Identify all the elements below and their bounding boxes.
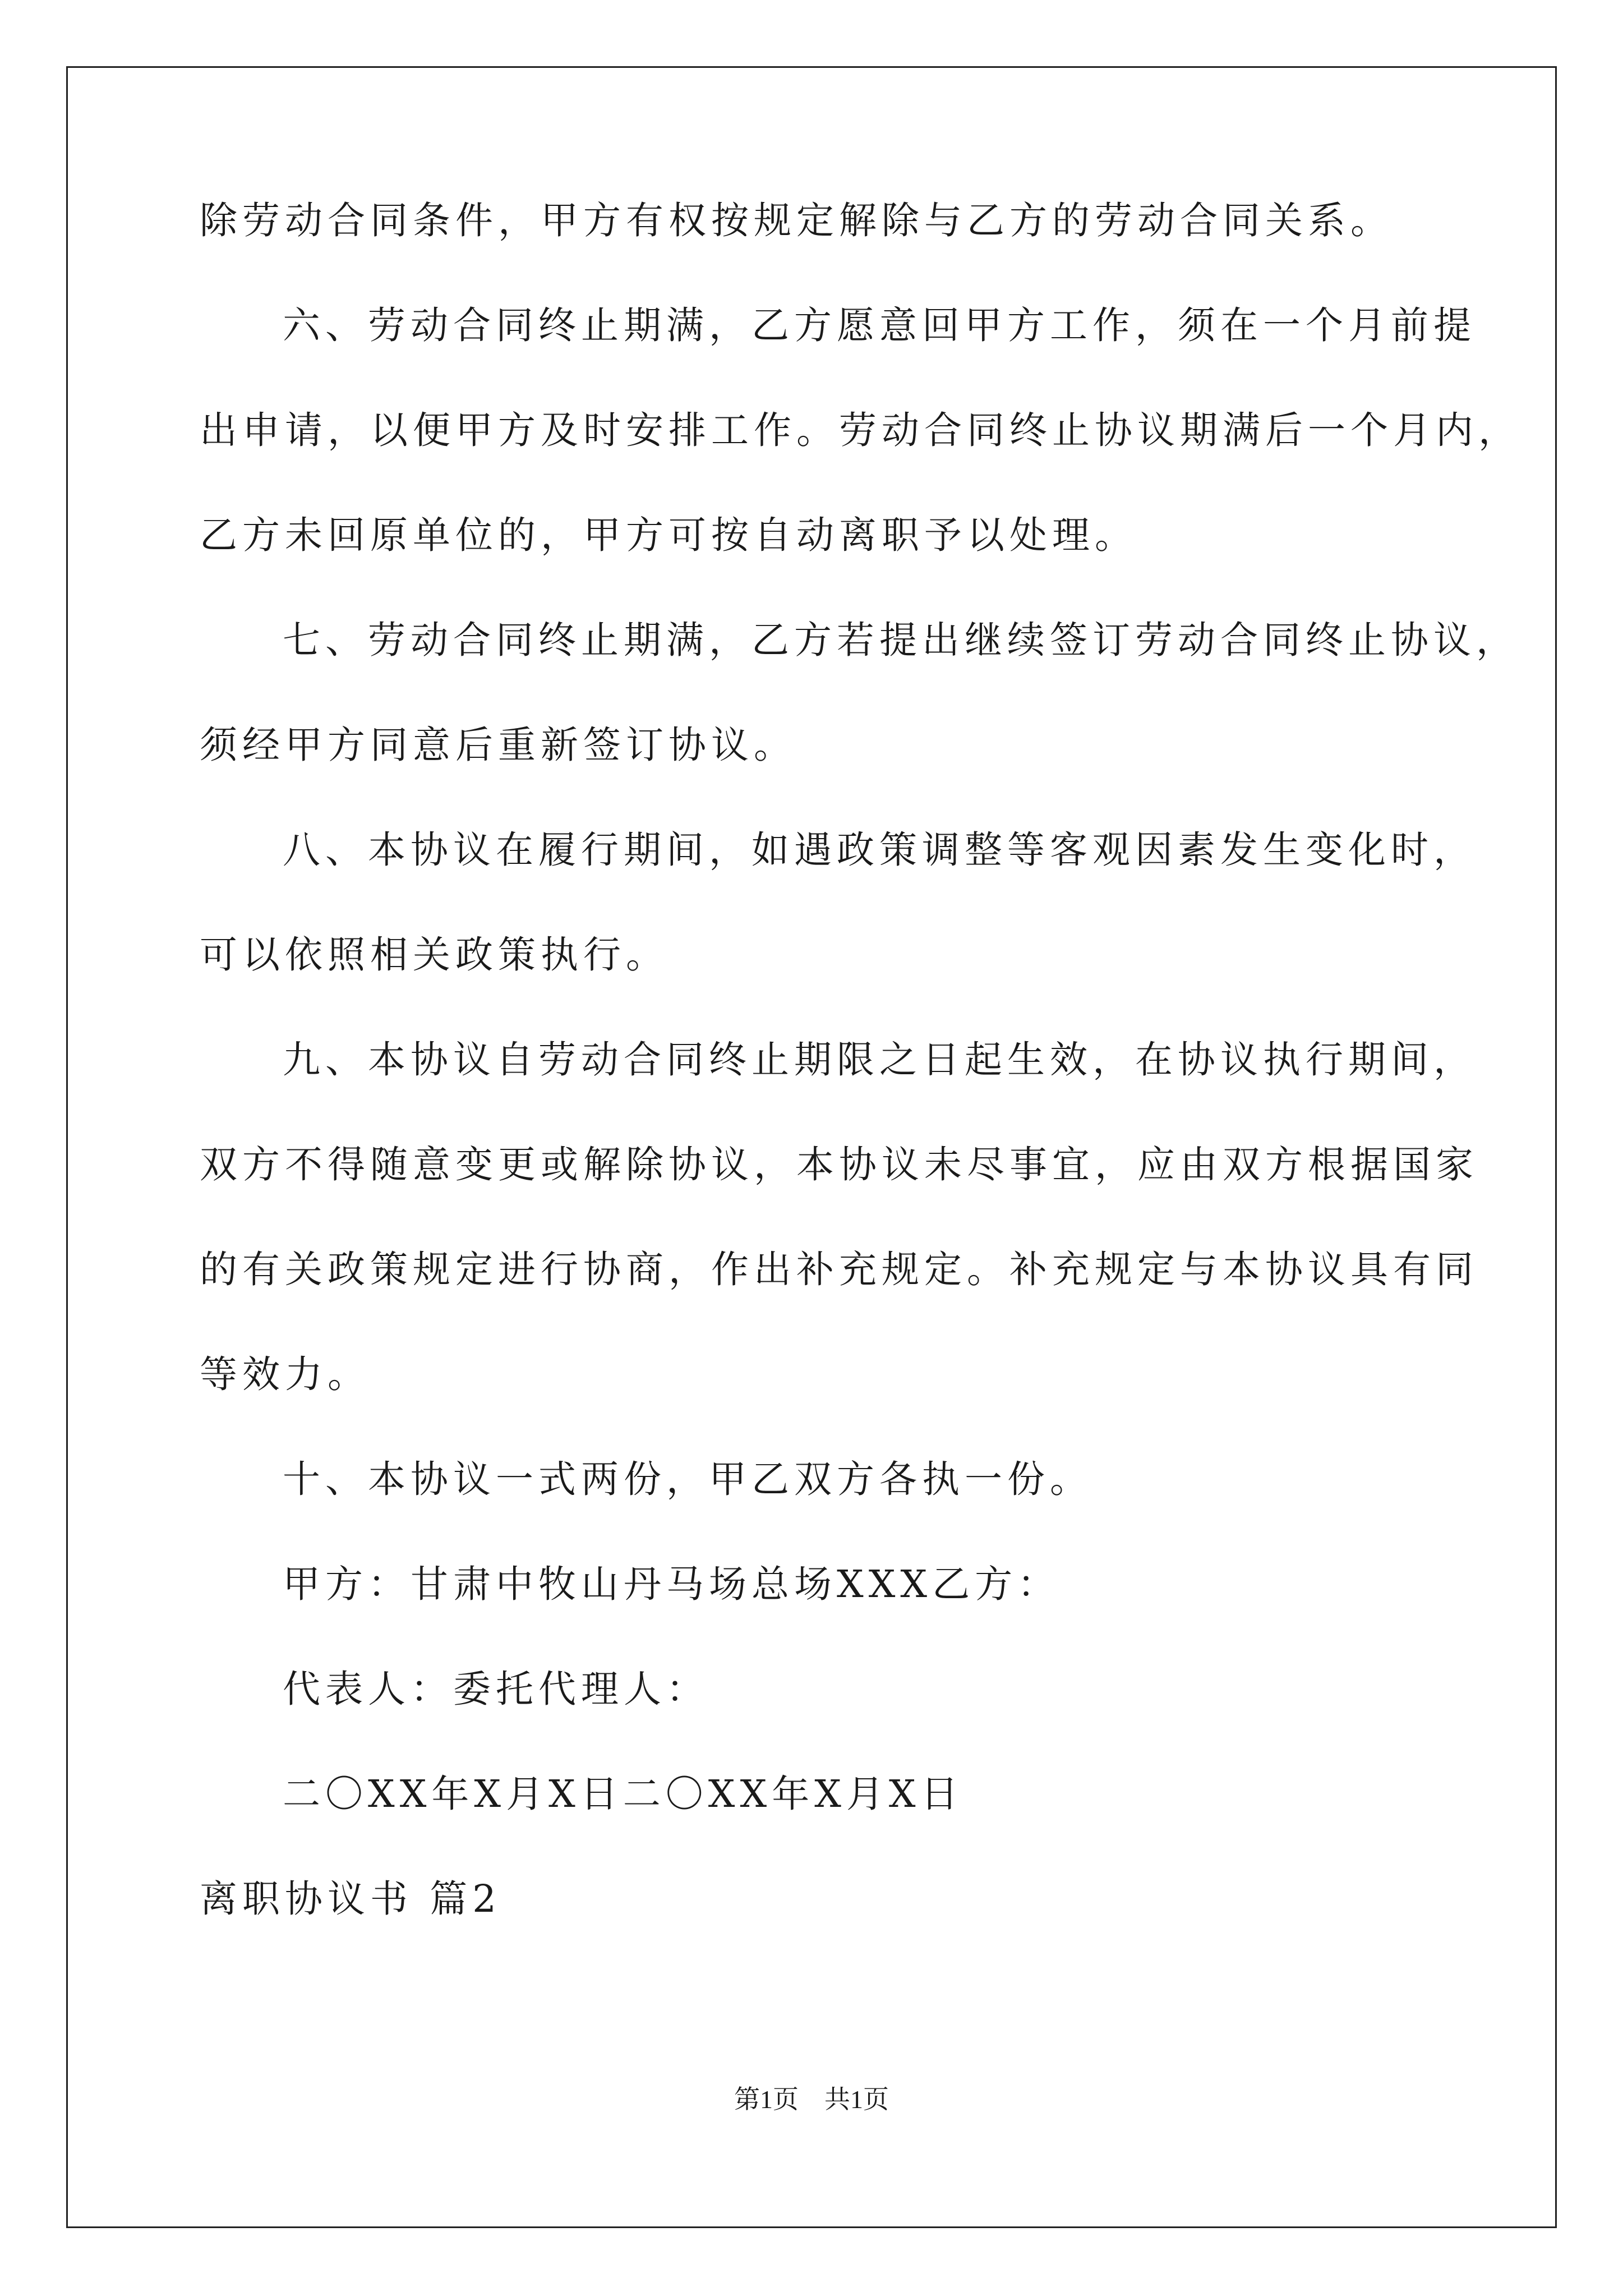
paragraph-line: 乙方未回原单位的，甲方可按自动离职予以处理。 [200,513,1137,557]
paragraph-line: 十、本协议一式两份，甲乙双方各执一份。 [283,1457,1092,1501]
paragraph-line: 除劳动合同条件，甲方有权按规定解除与乙方的劳动合同关系。 [200,199,1393,242]
signature-party-a-line: 甲方：甘肃中牧山丹马场总场XXX乙方： [283,1562,1061,1606]
paragraph-line: 双方不得随意变更或解除协议，本协议未尽事宜，应由双方根据国家 [200,1143,1478,1186]
paragraph-line: 可以依照相关政策执行。 [200,933,668,977]
document-body [200,199,1521,1921]
signature-date-line: 二〇XX年X月X日二〇XX年X月X日 [283,1772,963,1816]
paragraph-line: 七、劳动合同终止期满，乙方若提出继续签订劳动合同终止协议， [283,618,1519,662]
paragraph-line: 出申请，以便甲方及时安排工作。劳动合同终止协议期满后一个月内， [200,408,1521,452]
section-heading: 离职协议书 篇2 [200,1877,501,1921]
paragraph-line: 的有关政策规定进行协商，作出补充规定。补充规定与本协议具有同 [200,1248,1478,1291]
paragraph-line: 八、本协议在履行期间，如遇政策调整等客观因素发生变化时， [283,828,1476,872]
page-number-footer: 第1页 共1页 [734,2085,889,2114]
paragraph-line: 六、劳动合同终止期满，乙方愿意回甲方工作，须在一个月前提 [283,303,1476,347]
paragraph-line: 等效力。 [200,1352,370,1396]
paragraph-line: 须经甲方同意后重新签订协议。 [200,723,796,767]
paragraph-line: 九、本协议自劳动合同终止期限之日起生效，在协议执行期间， [283,1038,1476,1082]
signature-representative-line: 代表人：委托代理人： [283,1667,709,1711]
